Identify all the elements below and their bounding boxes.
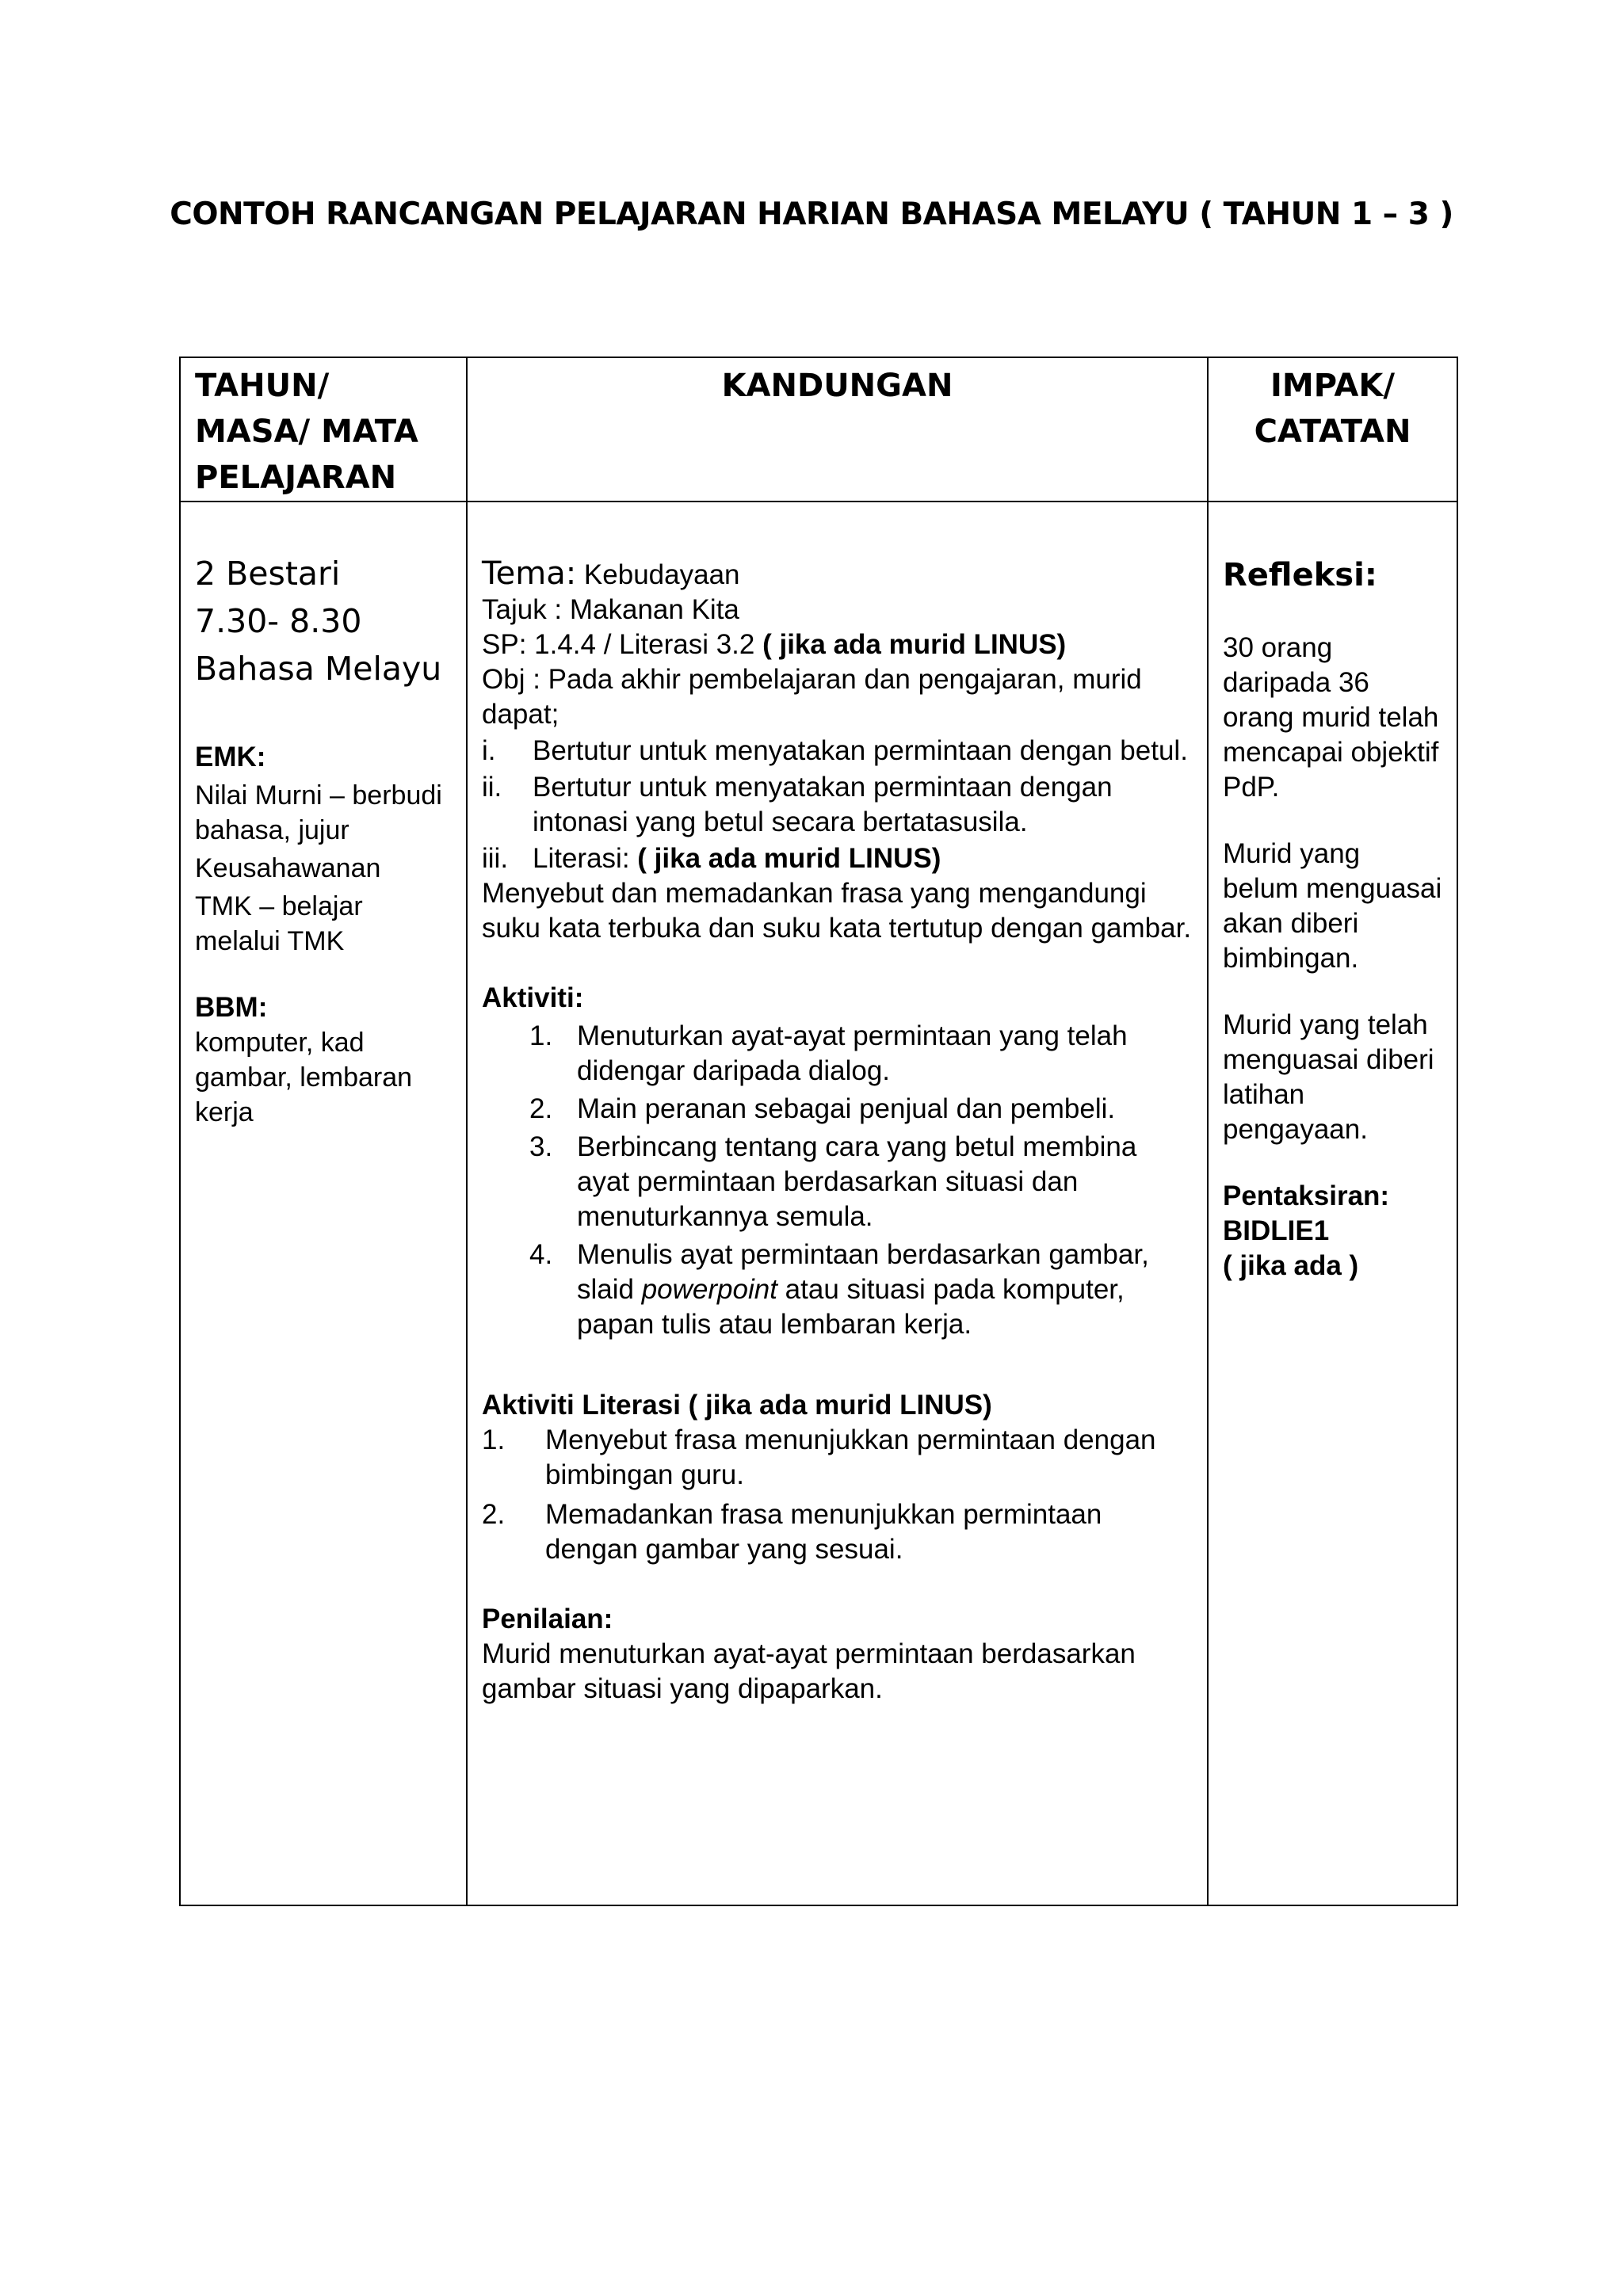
pentaksiran-note: ( jika ada ): [1223, 1250, 1359, 1281]
activity-item: 4. Menulis ayat permintaan berdasarkan gambar, slaid powerpoint atau situasi pada komputer, papan tulis atau lembaran kerja.: [529, 1239, 1149, 1340]
document-title: CONTOH RANCANGAN PELAJARAN HARIAN BAHASA MELAYU ( TAHUN 1 – 3 ): [170, 196, 1453, 232]
objective-item: iii. Literasi: ( jika ada murid LINUS): [482, 843, 941, 874]
sp-line: SP: 1.4.4 / Literasi 3.2 ( jika ada murid LINUS): [482, 629, 1067, 660]
objective-item: i. Bertutur untuk menyatakan permintaan dengan betul.: [482, 735, 1188, 766]
literasi-description: Menyebut dan memadankan frasa yang mengandungi suku kata terbuka dan suku kata tertutup dengan gambar.: [482, 878, 1192, 944]
refleksi-label: Refleksi:: [1223, 557, 1377, 593]
refleksi-paragraph: 30 orang daripada 36 orang murid telah mencapai objektif PdP.: [1223, 632, 1439, 803]
column-kandungan: [467, 502, 1208, 1905]
header-tahun-masa: [180, 357, 467, 502]
content-row: [180, 502, 1457, 1905]
objective-intro: Obj : Pada akhir pembelajaran dan pengajaran, murid dapat;: [482, 664, 1142, 730]
subject-name: Bahasa Melayu: [195, 650, 442, 688]
tema-label: Tema:: [482, 555, 577, 592]
column-tahun: [180, 502, 467, 1905]
emk-item: Keusahawanan: [195, 853, 381, 883]
literasi-item: 2. Memadankan frasa menunjukkan permintaan dengan gambar yang sesuai.: [482, 1499, 1102, 1565]
refleksi-paragraph: Murid yang belum menguasai akan diberi bimbingan.: [1223, 838, 1442, 974]
bbm-text: komputer, kad gambar, lembaran kerja: [195, 1028, 413, 1127]
activity-item: 3. Berbincang tentang cara yang betul membina ayat permintaan berdasarkan situasi dan menuturkannya semula.: [529, 1131, 1137, 1232]
time-slot: 7.30- 8.30: [195, 602, 362, 640]
emk-item: TMK – belajar melalui TMK: [195, 891, 363, 956]
header-row: [180, 357, 1457, 502]
header-line: PELAJARAN: [195, 460, 397, 496]
tajuk-line: Tajuk : Makanan Kita: [482, 594, 739, 625]
pentaksiran-label: Pentaksiran:: [1223, 1180, 1390, 1211]
header-line: TAHUN/: [195, 368, 330, 404]
activity-item: 2. Main peranan sebagai penjual dan pembeli.: [529, 1093, 1116, 1124]
literasi-label: Aktiviti Literasi ( jika ada murid LINUS): [482, 1390, 992, 1421]
header-line: MASA/ MATA: [195, 414, 418, 450]
literasi-item: 1. Menyebut frasa menunjukkan permintaan dengan bimbingan guru.: [482, 1425, 1156, 1490]
penilaian-text: Murid menuturkan ayat-ayat permintaan berdasarkan gambar situasi yang dipaparkan.: [482, 1638, 1136, 1704]
header-line: CATATAN: [1254, 414, 1411, 450]
header-kandungan: KANDUNGAN: [467, 357, 1208, 502]
pentaksiran-code: BIDLIE1: [1223, 1215, 1330, 1246]
column-impak: [1208, 502, 1457, 1905]
tema-line: [482, 556, 1193, 593]
refleksi-paragraph: Murid yang telah menguasai diberi latihan pengayaan.: [1223, 1009, 1434, 1145]
header-line: IMPAK/: [1270, 368, 1395, 404]
bbm-label: BBM:: [195, 992, 268, 1023]
header-impak: [1208, 357, 1457, 502]
class-name: 2 Bestari: [195, 555, 341, 593]
tema-value: Kebudayaan: [576, 559, 740, 590]
aktiviti-label: Aktiviti:: [482, 982, 584, 1013]
lesson-plan-table: [179, 357, 1458, 1906]
emk-item: Nilai Murni – berbudi bahasa, jujur: [195, 780, 442, 845]
penilaian-label: Penilaian:: [482, 1604, 613, 1634]
activity-item: 1. Menuturkan ayat-ayat permintaan yang telah didengar daripada dialog.: [529, 1020, 1128, 1086]
emk-label: EMK:: [195, 742, 266, 772]
objective-item: ii. Bertutur untuk menyatakan permintaan dengan intonasi yang betul secara bertatasusila.: [482, 772, 1113, 837]
